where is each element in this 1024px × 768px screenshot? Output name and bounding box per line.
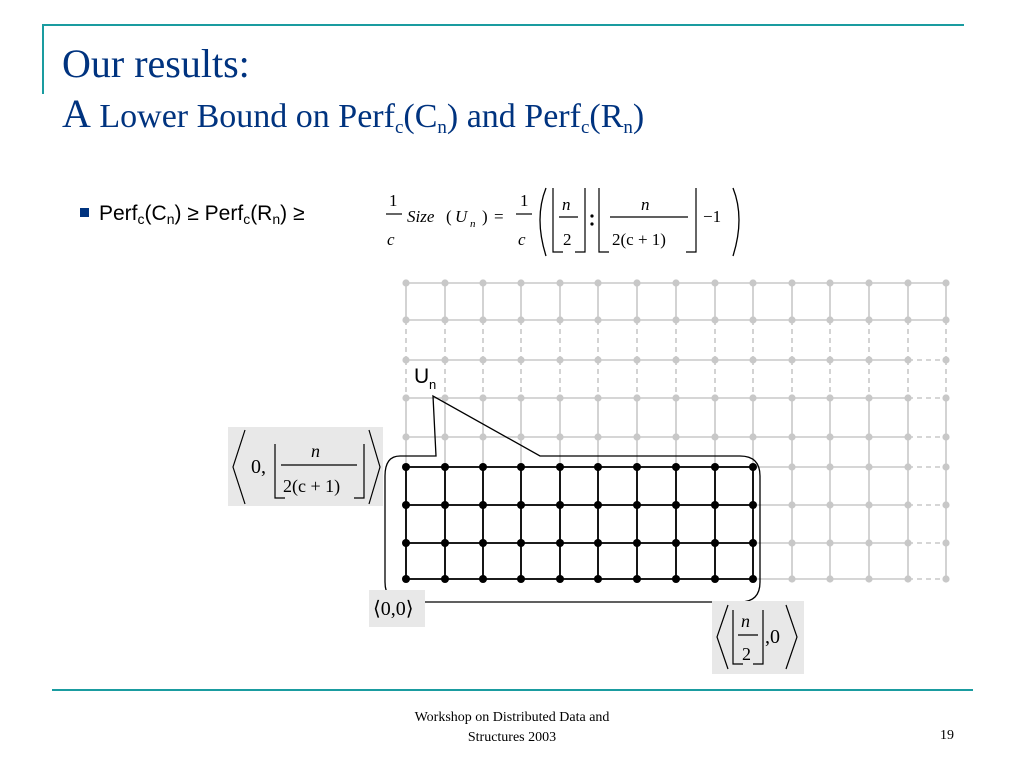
mesh-node <box>749 433 756 440</box>
sub-mesh-node <box>633 501 641 509</box>
sub-mesh-node <box>479 463 487 471</box>
formula-paren-close: ) <box>482 207 488 226</box>
mesh-node <box>826 501 833 508</box>
sub-mesh-node <box>672 463 680 471</box>
mesh-node <box>479 394 486 401</box>
mesh-node <box>865 279 872 286</box>
mesh-node <box>904 575 911 582</box>
mesh-node <box>672 433 679 440</box>
sub-mesh-node <box>633 539 641 547</box>
right-label-two: 2 <box>742 644 751 664</box>
footer-rule <box>52 689 973 691</box>
sub-mesh-node <box>556 539 564 547</box>
mesh-node <box>479 316 486 323</box>
title-sub-n1: n <box>437 117 447 138</box>
mesh-node <box>517 356 524 363</box>
sub-mesh-node <box>556 575 564 583</box>
mesh-node <box>904 433 911 440</box>
mesh-node <box>788 463 795 470</box>
sub-mesh-node <box>633 463 641 471</box>
mesh-node <box>942 356 949 363</box>
title-sub-c1: c <box>394 117 404 138</box>
sub-mesh-node <box>594 539 602 547</box>
mesh-node <box>904 356 911 363</box>
mesh-node <box>749 316 756 323</box>
mesh-node <box>788 316 795 323</box>
sub-mesh-node <box>517 539 525 547</box>
mesh-node <box>556 394 563 401</box>
formula-U: U <box>455 207 468 226</box>
mesh-node <box>594 316 601 323</box>
title-big-a: A <box>62 91 91 136</box>
mesh-node <box>441 316 448 323</box>
mesh-node <box>633 394 640 401</box>
formula-floor-right-b <box>686 188 696 252</box>
mesh-node <box>711 356 718 363</box>
sub-mesh-node <box>556 501 564 509</box>
sub-mesh-node <box>402 539 410 547</box>
formula-big-paren-left <box>540 188 546 256</box>
title-text-c: ) and Perf <box>446 98 581 135</box>
sub-mesh-node <box>711 575 719 583</box>
mesh-node <box>556 279 563 286</box>
mesh-node <box>479 279 486 286</box>
mesh-node <box>594 433 601 440</box>
mesh-node <box>865 394 872 401</box>
title-text-a: Lower Bound on Perf <box>90 98 395 135</box>
sub-mesh-node <box>517 575 525 583</box>
label-U: U <box>414 365 430 388</box>
formula-one-a: 1 <box>389 191 398 210</box>
mesh-node <box>594 279 601 286</box>
mesh-node <box>633 279 640 286</box>
formula-dot-2 <box>590 222 593 225</box>
sub-mesh-node <box>402 501 410 509</box>
mesh-node <box>749 279 756 286</box>
formula-one-b: 1 <box>520 191 529 210</box>
mesh-node <box>479 433 486 440</box>
mesh-node <box>865 356 872 363</box>
formula-two-a: 2 <box>563 230 572 249</box>
mesh-node <box>865 433 872 440</box>
formula-eq: = <box>494 207 504 226</box>
footer-line-1: Workshop on Distributed Data and <box>414 710 610 725</box>
mesh-node <box>865 575 872 582</box>
sub-mesh-node <box>749 539 757 547</box>
sub-mesh-node <box>711 501 719 509</box>
mesh-node <box>711 433 718 440</box>
right-label-n: n <box>741 611 750 631</box>
mesh-node <box>402 394 409 401</box>
footer-caption <box>372 708 652 748</box>
mesh-node <box>711 279 718 286</box>
sub-mesh-node <box>594 575 602 583</box>
mesh-node <box>942 316 949 323</box>
label-origin <box>369 590 425 627</box>
left-label-den: 2(c + 1) <box>283 476 341 496</box>
sub-mesh-node <box>749 575 757 583</box>
bullet-text-4: (R <box>250 202 273 225</box>
bullet-sub-3: c <box>243 211 251 227</box>
title-text-b: (C <box>403 98 438 135</box>
mesh-node <box>826 575 833 582</box>
mesh-node <box>826 433 833 440</box>
bullet-sub-2: n <box>166 211 175 227</box>
bullet-text-3: ) ≥ Perf <box>174 202 244 225</box>
sub-mesh-node <box>749 463 757 471</box>
mesh-node <box>904 394 911 401</box>
mesh-node <box>402 356 409 363</box>
mesh-node <box>865 463 872 470</box>
mesh-node <box>594 394 601 401</box>
mesh-node <box>556 356 563 363</box>
mesh-node <box>402 279 409 286</box>
mesh-node <box>749 356 756 363</box>
formula-minus-one: −1 <box>703 207 722 226</box>
mesh-node <box>942 501 949 508</box>
mesh-node <box>749 394 756 401</box>
title-text-e: ) <box>632 98 645 135</box>
sub-mesh-node <box>402 463 410 471</box>
formula-n-a: n <box>562 195 571 214</box>
mesh-node <box>441 394 448 401</box>
formula-paren-open: ( <box>446 207 452 226</box>
sub-mesh-node <box>517 463 525 471</box>
mesh-node <box>865 316 872 323</box>
mesh-node <box>942 463 949 470</box>
mesh-node <box>865 501 872 508</box>
mesh-node <box>788 356 795 363</box>
sub-mesh-node <box>556 463 564 471</box>
sub-mesh-Un <box>402 463 757 583</box>
mesh-node <box>594 356 601 363</box>
sub-mesh-node <box>479 575 487 583</box>
right-label-zero: ,0 <box>765 626 780 648</box>
mesh-node <box>517 279 524 286</box>
mesh-node <box>517 316 524 323</box>
mesh-node <box>556 316 563 323</box>
mesh-node <box>517 433 524 440</box>
sub-mesh-node <box>711 463 719 471</box>
sub-mesh-node <box>479 501 487 509</box>
sub-mesh-node <box>441 501 449 509</box>
mesh-node <box>826 463 833 470</box>
bullet-sub-4: n <box>272 211 281 227</box>
mesh-node <box>826 539 833 546</box>
title-text-d: (R <box>589 98 624 135</box>
mesh-node <box>711 316 718 323</box>
bullet-sub-1: c <box>137 211 145 227</box>
sub-mesh-node <box>594 501 602 509</box>
mesh-node <box>788 279 795 286</box>
bullet-text-2: (C <box>144 202 167 225</box>
mesh-node <box>826 279 833 286</box>
sub-mesh-node <box>441 463 449 471</box>
formula-dot-1 <box>590 214 593 217</box>
sub-mesh-node <box>517 501 525 509</box>
mesh-node <box>788 394 795 401</box>
mesh-node <box>711 394 718 401</box>
formula-U-sub: n <box>470 218 476 230</box>
mesh-node <box>672 279 679 286</box>
bullet-text-5: ) ≥ <box>280 202 305 225</box>
title-sub-c2: c <box>580 117 590 138</box>
title-line-1: Our results: <box>62 41 250 86</box>
mesh-node <box>942 279 949 286</box>
mesh-node <box>402 433 409 440</box>
mesh-node <box>942 575 949 582</box>
sub-mesh-node <box>441 539 449 547</box>
formula-n-b: n <box>641 195 650 214</box>
mesh-node <box>865 539 872 546</box>
sub-mesh-node <box>672 501 680 509</box>
mesh-node <box>633 356 640 363</box>
mesh-node <box>441 356 448 363</box>
left-label-n: n <box>311 441 320 461</box>
mesh-node <box>672 356 679 363</box>
mesh-node <box>441 433 448 440</box>
sub-mesh-node <box>711 539 719 547</box>
sub-mesh-node <box>633 575 641 583</box>
footer-line-2: Structures 2003 <box>467 730 557 745</box>
sub-mesh-node <box>749 501 757 509</box>
mesh-node <box>942 394 949 401</box>
mesh-node <box>904 463 911 470</box>
sub-mesh-node <box>441 575 449 583</box>
formula-size: Size <box>407 207 435 226</box>
mesh-node <box>672 316 679 323</box>
mesh-node <box>633 316 640 323</box>
label-U-sub: n <box>429 377 437 392</box>
label-bottom-right-corner <box>712 601 804 674</box>
left-label-zero: 0, <box>251 456 266 478</box>
mesh-node <box>788 539 795 546</box>
sub-mesh-node <box>402 575 410 583</box>
mesh-node <box>904 501 911 508</box>
mesh-node <box>826 356 833 363</box>
mesh-node <box>904 316 911 323</box>
u-n-callout <box>385 396 760 602</box>
sub-mesh-node <box>479 539 487 547</box>
mesh-node <box>556 433 563 440</box>
mesh-node <box>904 539 911 546</box>
formula-floor-left-b <box>599 188 609 252</box>
mesh-node <box>788 575 795 582</box>
sub-mesh-node <box>672 539 680 547</box>
mesh-node <box>517 394 524 401</box>
mesh-node <box>942 539 949 546</box>
mesh-node <box>942 433 949 440</box>
mesh-node <box>788 501 795 508</box>
formula-big-paren-right <box>733 188 739 256</box>
label-top-left-corner <box>228 427 383 506</box>
mesh-node <box>826 394 833 401</box>
mesh-node <box>402 316 409 323</box>
lower-bound-formula <box>386 188 739 256</box>
mesh-node <box>441 279 448 286</box>
origin-label-text: ⟨0,0⟩ <box>373 598 414 620</box>
formula-c-a: c <box>387 230 395 249</box>
formula-floor-right-a <box>575 188 585 252</box>
sub-mesh-node <box>594 463 602 471</box>
formula-den: 2(c + 1) <box>612 230 666 249</box>
sub-mesh-node <box>672 575 680 583</box>
mesh-node <box>788 433 795 440</box>
mesh-node <box>479 356 486 363</box>
formula-c-b: c <box>518 230 526 249</box>
bullet-text-1: Perf <box>99 202 138 225</box>
title-sub-n2: n <box>623 117 633 138</box>
mesh-node <box>672 394 679 401</box>
mesh-node <box>826 316 833 323</box>
page-number: 19 <box>940 728 954 743</box>
mesh-node <box>904 279 911 286</box>
mesh-node <box>633 433 640 440</box>
